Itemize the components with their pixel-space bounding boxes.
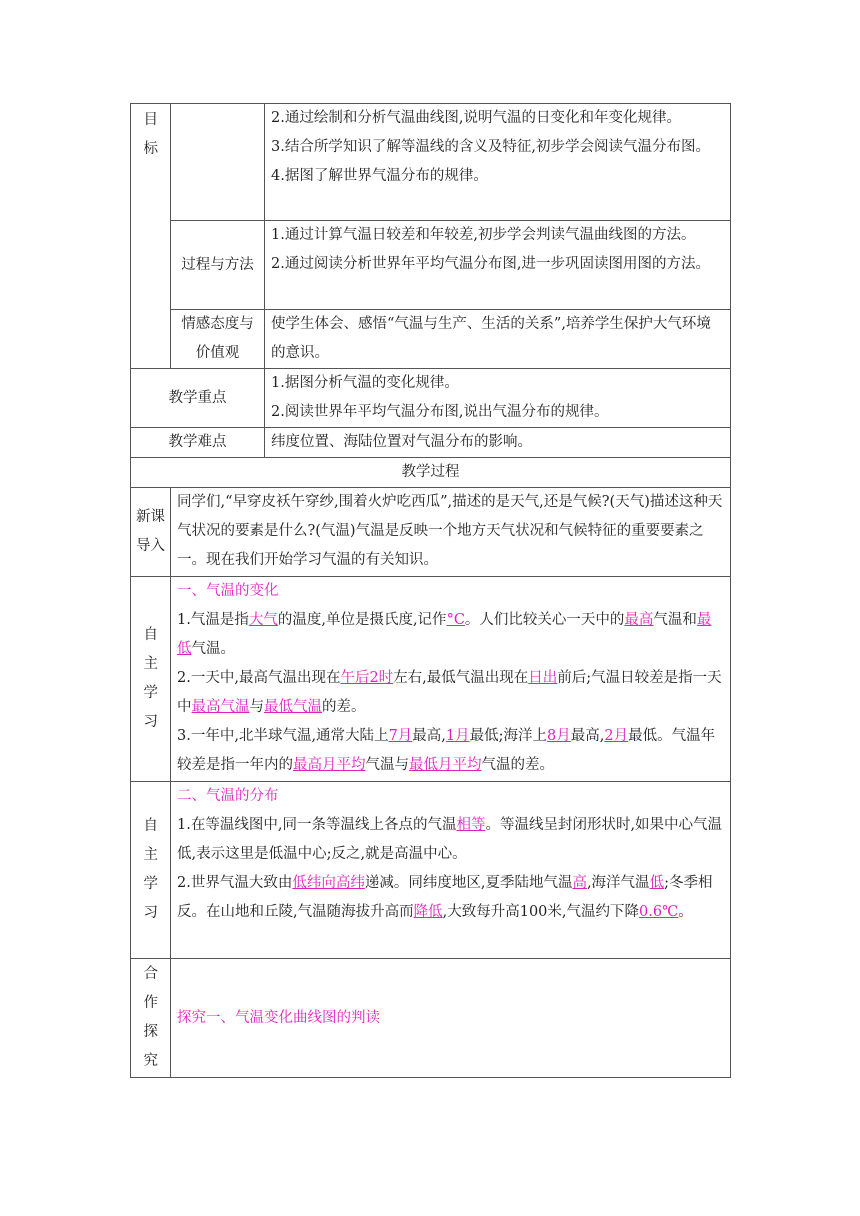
self-study-2-row <box>131 782 731 959</box>
difficulties-row <box>131 428 731 458</box>
key-points-content: 1.据图分析气温的变化规律。 2.阅读世界年平均气温分布图,说出气温分布的规律。 <box>265 369 731 428</box>
intro-label: 新课导入 <box>131 488 171 577</box>
difficulties-content: 纬度位置、海陆位置对气温分布的影响。 <box>265 428 731 458</box>
cooperation-content <box>171 959 731 1078</box>
self-study-1-content <box>171 577 731 782</box>
process-method-label: 过程与方法 <box>171 221 265 310</box>
process-title: 教学过程 <box>131 458 731 488</box>
key-points-row <box>131 369 731 428</box>
process-title-row <box>131 458 731 488</box>
key-points-label: 教学重点 <box>131 369 265 428</box>
intro-content: 同学们,“早穿皮袄午穿纱,围着火炉吃西瓜”,描述的是天气,还是气候?(天气)描述这种天气状况的要素是什么?(气温)气温是反映一个地方天气状况和气候特征的重要要素之一。现在我们开始学习气温的有关知识。 <box>171 488 731 577</box>
objectives-label: 目标 <box>131 104 171 369</box>
lesson-plan-table <box>130 103 731 1078</box>
section-heading: 一、气温的变化 <box>177 583 279 599</box>
paragraph: 3.一年中,北半球气温,通常大陆上7月最高,1月最低;海洋上8月最高,2月最低。气温年较差是指一年内的最高月平均气温与最低月平均气温的差。 <box>177 728 716 773</box>
paragraph: 2.世界气温大致由低纬向高纬递减。同纬度地区,夏季陆地气温高,海洋气温低;冬季相反。在山地和丘陵,气温随海拔升高而降低,大致每升高100米,气温约下降0.6℃。 <box>177 875 713 920</box>
intro-row <box>131 488 731 577</box>
self-study-2-content <box>171 782 731 959</box>
self-study-2-label: 自主学习 <box>131 782 171 959</box>
paragraph: 1.气温是指大气的温度,单位是摄氏度,记作°C。人们比较关心一天中的最高气温和最低气温。 <box>177 612 712 657</box>
objectives-knowledge-row <box>131 104 731 221</box>
paragraph: 2.一天中,最高气温出现在午后2时左右,最低气温出现在日出前后;气温日较差是指一天中最高气温与最低气温的差。 <box>177 670 722 715</box>
section-heading: 二、气温的分布 <box>177 788 279 804</box>
knowledge-label-cell <box>171 104 265 221</box>
cooperation-row <box>131 959 731 1078</box>
self-study-1-label: 自主学习 <box>131 577 171 782</box>
knowledge-content: 2.通过绘制和分析气温曲线图,说明气温的日变化和年变化规律。 3.结合所学知识了解等温线的含义及特征,初步学会阅读气温分布图。 4.据图了解世界气温分布的规律。 <box>265 104 731 221</box>
process-method-content: 1.通过计算气温日较差和年较差,初步学会判读气温曲线图的方法。 2.通过阅读分析世界年平均气温分布图,进一步巩固读图用图的方法。 <box>265 221 731 310</box>
difficulties-label: 教学难点 <box>131 428 265 458</box>
objectives-emotion-row <box>131 310 731 369</box>
section-heading: 探究一、气温变化曲线图的判读 <box>177 1009 380 1026</box>
paragraph: 1.在等温线图中,同一条等温线上各点的气温相等。等温线呈封闭形状时,如果中心气温低,表示这里是低温中心;反之,就是高温中心。 <box>177 817 723 862</box>
cooperation-label: 合作探究 <box>131 959 171 1078</box>
emotion-content: 使学生体会、感悟“气温与生产、生活的关系”,培养学生保护大气环境的意识。 <box>265 310 731 369</box>
emotion-label: 情感态度与价值观 <box>171 310 265 369</box>
objectives-process-row <box>131 221 731 310</box>
self-study-1-row <box>131 577 731 782</box>
